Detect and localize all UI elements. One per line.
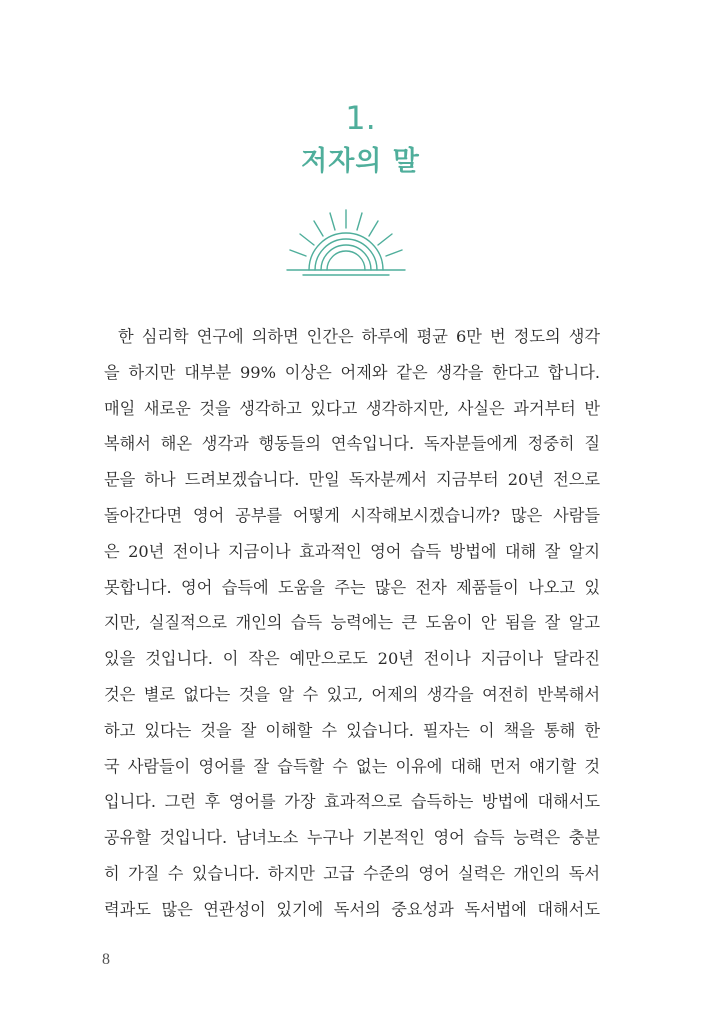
text-line: 국 사람들이 영어를 잘 습득할 수 없는 이유에 대해 먼저 얘기할 것 <box>104 756 600 776</box>
body-paragraph <box>104 319 600 928</box>
text-line: 한 심리학 연구에 의하면 인간은 하루에 평균 6만 번 정도의 생각 <box>118 327 600 346</box>
text-line: 하고 있다는 것을 잘 이해할 수 있습니다. 필자는 이 책을 통해 한 <box>104 720 600 740</box>
text-line: 있을 것입니다. 이 작은 예만으로도 20년 전이나 지금이나 달라진 <box>104 649 600 669</box>
chapter-title: 저자의 말 <box>301 146 420 177</box>
sunrise-icon <box>285 208 407 280</box>
text-line: 돌아간다면 영어 공부를 어떻게 시작해보시겠습니까? 많은 사람들 <box>104 505 600 525</box>
text-line: 력과도 많은 연관성이 있기에 독서의 중요성과 독서법에 대해서도 <box>104 899 600 919</box>
text-line: 은 20년 전이나 지금이나 효과적인 영어 습득 방법에 대해 잘 알지 <box>104 541 600 561</box>
page-number: 8 <box>102 951 110 968</box>
chapter-number: 1. <box>345 99 376 137</box>
text-line: 지만, 실질적으로 개인의 습득 능력에는 큰 도움이 안 됨을 잘 알고 <box>104 613 600 633</box>
text-line: 을 하지만 대부분 99% 이상은 어제와 같은 생각을 한다고 합니다. <box>104 362 600 382</box>
text-line: 못합니다. 영어 습득에 도움을 주는 많은 전자 제품들이 나오고 있 <box>104 577 600 597</box>
text-line: 매일 새로운 것을 생각하고 있다고 생각하지만, 사실은 과거부터 반 <box>104 398 600 418</box>
text-line: 입니다. 그런 후 영어를 가장 효과적으로 습득하는 방법에 대해서도 <box>104 792 600 812</box>
text-line: 공유할 것입니다. 남녀노소 누구나 기본적인 영어 습득 능력은 충분 <box>104 828 600 848</box>
text-line: 문을 하나 드려보겠습니다. 만일 독자분께서 지금부터 20년 전으로 <box>104 470 600 490</box>
text-line: 것은 별로 없다는 것을 알 수 있고, 어제의 생각을 여전히 반복해서 <box>104 684 600 704</box>
text-line: 히 가질 수 있습니다. 하지만 고급 수준의 영어 실력은 개인의 독서 <box>104 863 600 883</box>
text-line: 복해서 해온 생각과 행동들의 연속입니다. 독자분들에게 정중히 질 <box>104 434 600 454</box>
